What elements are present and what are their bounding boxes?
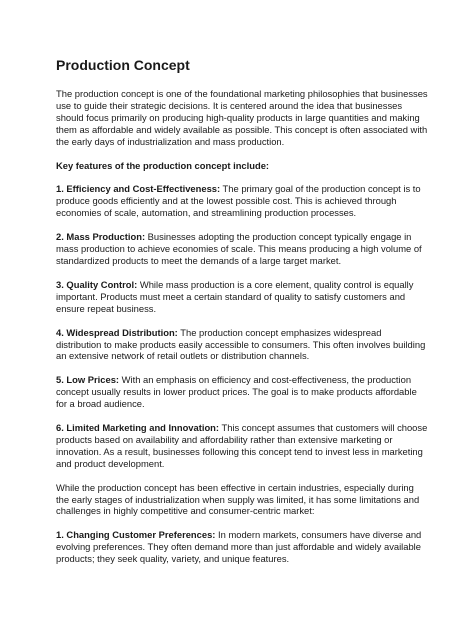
feature-text: This concept assumes that customers will choose products based on availability and affordability rather than extensive marketing or innovation. As a result, businesses following this concept tend to invest less in marketing and product development. xyxy=(56,422,428,469)
key-features-heading: Key features of the production concept include: xyxy=(56,159,270,171)
limitation-lead: 1. Changing Customer Preferences: xyxy=(56,529,216,541)
feature-lead: 1. Efficiency and Cost-Effectiveness: xyxy=(56,183,221,195)
limitation-text: In modern markets, consumers have diverse and evolving preferences. They often demand more than just affordable and widely available products; they seek quality, variety, and unique features. xyxy=(56,529,422,565)
feature-item xyxy=(56,422,428,470)
intro-paragraph: The production concept is one of the foundational marketing philosophies that businesses use to guide their strategic decisions. It is centered around the idea that businesses should focus primarily on producing high-quality products in large quantities and making them as affordable and widely available as possible. This concept is often associated with the early days of industrialization and mass production. xyxy=(56,88,428,147)
feature-item xyxy=(56,183,428,219)
features-list xyxy=(56,183,428,469)
feature-item xyxy=(56,327,428,363)
feature-lead: 5. Low Prices: xyxy=(56,374,120,386)
feature-lead: 3. Quality Control: xyxy=(56,278,138,290)
limitation-item xyxy=(56,529,428,565)
limitations-intro-paragraph: While the production concept has been effective in certain industries, especially during the early stages of industrialization when supply was limited, it has some limitations and challenges in highly competitive and consumer-centric market: xyxy=(56,481,420,517)
feature-item xyxy=(56,374,428,410)
feature-text: While mass production is a core element, quality control is equally important. Products must meet a certain standard of quality to satisfy customers and ensure repeat business. xyxy=(56,278,414,314)
limitations-list xyxy=(56,529,428,565)
feature-item xyxy=(56,231,428,267)
feature-text: Businesses adopting the production concept typically engage in mass production to achieve economies of scale. This means producing a high volume of standardized products to meet the demands of a large target market. xyxy=(56,231,422,266)
document-page xyxy=(56,57,428,577)
feature-text: The primary goal of the production concept is to produce goods efficiently and at the lowest possible cost. This is achieved through economies of scale, automation, and streamlining production processes. xyxy=(56,183,421,219)
feature-lead: 6. Limited Marketing and Innovation: xyxy=(56,422,220,434)
feature-text: With an emphasis on efficiency and cost-effectiveness, the production concept usually results in lower product prices. The goal is to make products affordable for a broad audience. xyxy=(56,374,417,410)
feature-item xyxy=(56,279,428,315)
document-title: Production Concept xyxy=(56,57,190,73)
feature-lead: 4. Widespread Distribution: xyxy=(56,326,178,338)
feature-text: The production concept emphasizes widespread distribution to make products easily accessible to consumers. This often involves building an extensive network of retail outlets or distribution channels. xyxy=(56,326,426,362)
feature-lead: 2. Mass Production: xyxy=(56,231,146,243)
